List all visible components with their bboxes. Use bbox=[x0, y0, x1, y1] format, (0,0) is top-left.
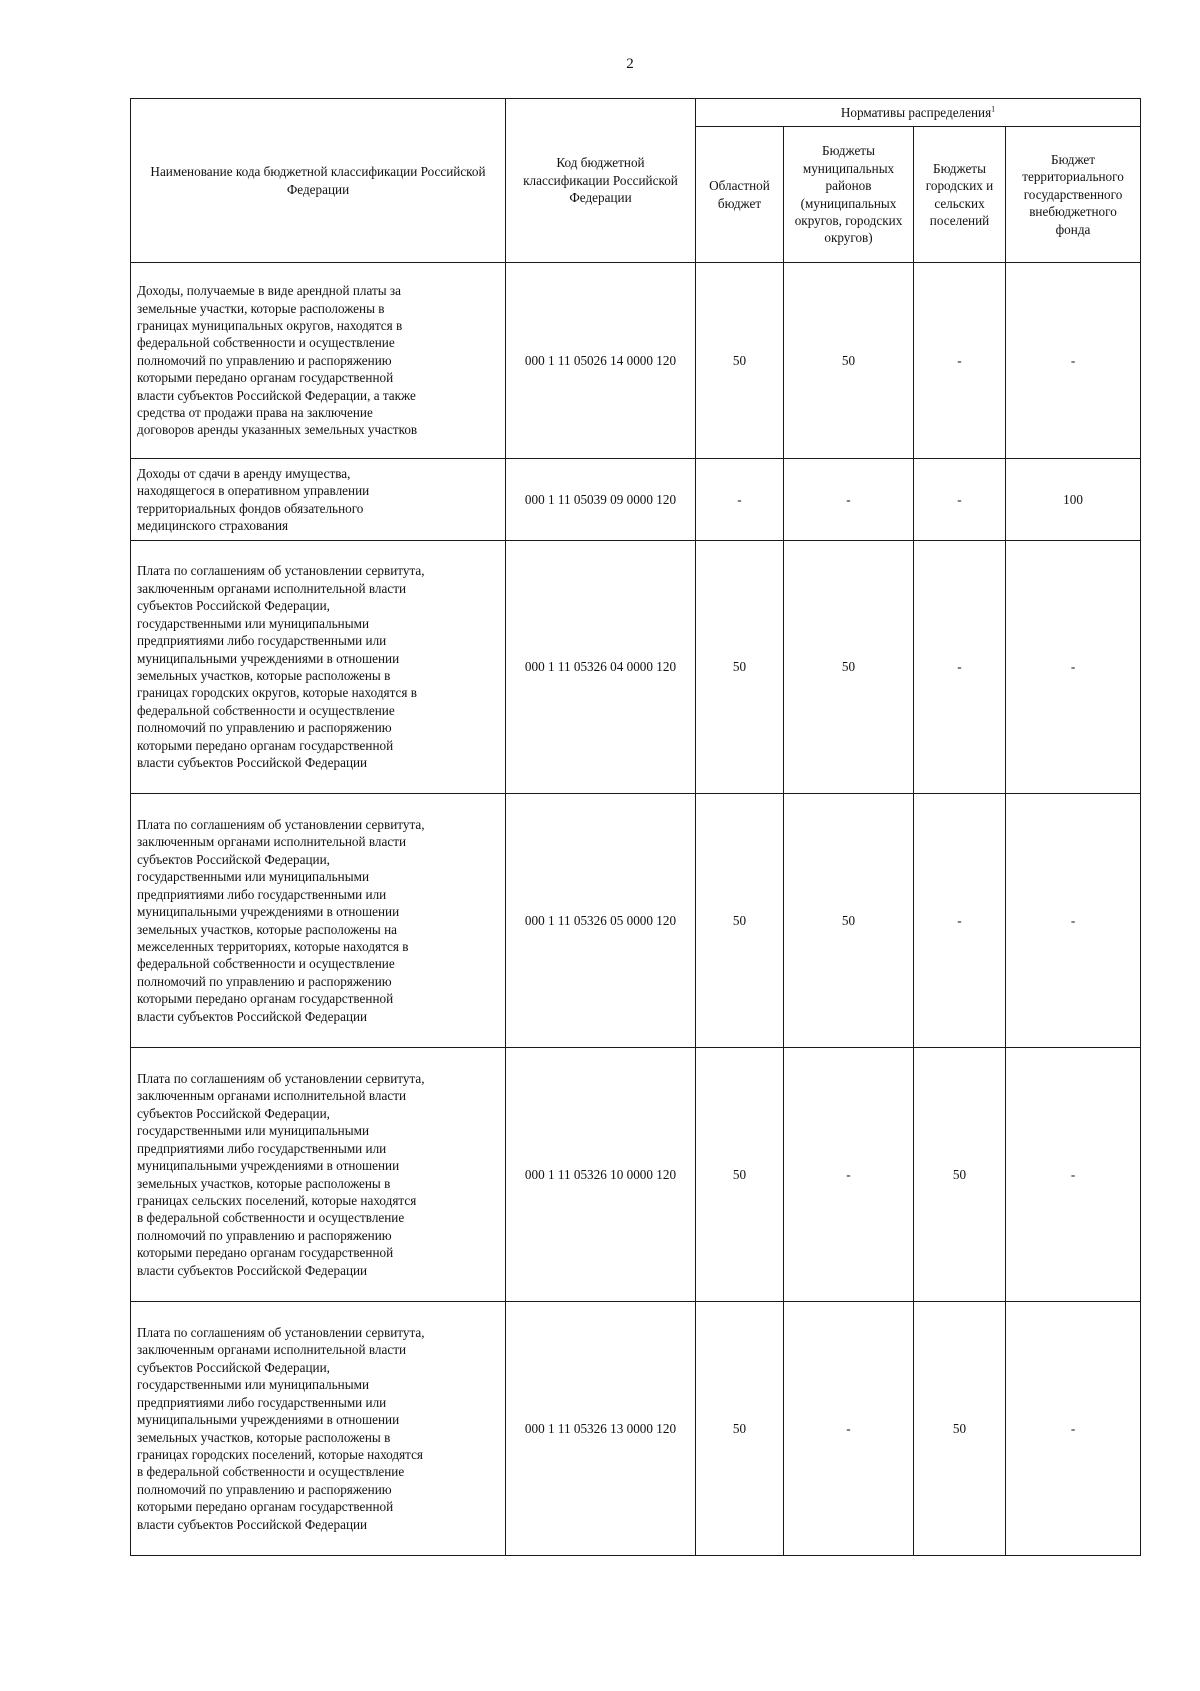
row-code: 000 1 11 05326 10 0000 120 bbox=[506, 1048, 696, 1302]
table-row bbox=[131, 541, 1141, 794]
header-settlement-budgets: Бюджеты городских и сельских поселений bbox=[914, 127, 1006, 263]
row-code: 000 1 11 05326 13 0000 120 bbox=[506, 1302, 696, 1556]
row-municipal-value: 50 bbox=[784, 263, 914, 459]
row-settlement-value: 50 bbox=[914, 1048, 1006, 1302]
row-code: 000 1 11 05326 05 0000 120 bbox=[506, 794, 696, 1048]
row-fund-value: - bbox=[1006, 794, 1141, 1048]
table-row bbox=[131, 794, 1141, 1048]
table-row bbox=[131, 263, 1141, 459]
header-regional-budget: Областной бюджет bbox=[696, 127, 784, 263]
row-fund-value: - bbox=[1006, 541, 1141, 794]
row-settlement-value: - bbox=[914, 263, 1006, 459]
table-row bbox=[131, 459, 1141, 541]
table-row bbox=[131, 1048, 1141, 1302]
row-regional-value: 50 bbox=[696, 1048, 784, 1302]
row-regional-value: - bbox=[696, 459, 784, 541]
row-fund-value: - bbox=[1006, 1302, 1141, 1556]
page-number: 2 bbox=[626, 56, 634, 72]
footnote-marker: 1 bbox=[991, 104, 996, 114]
budget-classification-table bbox=[130, 98, 1141, 1556]
row-name: Доходы от сдачи в аренду имущества, находящегося в оперативном управлении территориальных фондов обязательного медицинского страхования bbox=[131, 459, 506, 541]
row-municipal-value: - bbox=[784, 1048, 914, 1302]
table-row bbox=[131, 1302, 1141, 1556]
row-name: Плата по соглашениям об установлении сервитута, заключенным органами исполнительной власти субъектов Российской Федерации, государственными или муниципальными предприятиями либо государственными или муниципальными учреждениями в отношении земельных участков, которые расположены в границах сельских поселений, которые находятся в федеральной собственности и осуществление полномочий по управлению и распоряжению которыми передано органам государственной власти субъектов Российской Федерации bbox=[131, 1048, 506, 1302]
header-distribution-group bbox=[696, 99, 1141, 127]
row-regional-value: 50 bbox=[696, 1302, 784, 1556]
row-name: Плата по соглашениям об установлении сервитута, заключенным органами исполнительной власти субъектов Российской Федерации, государственными или муниципальными предприятиями либо государственными или муниципальными учреждениями в отношении земельных участков, которые расположены в границах городских округов, которые находятся в федеральной собственности и осуществление полномочий по управлению и распоряжению которыми передано органам государственной власти субъектов Российской Федерации bbox=[131, 541, 506, 794]
header-extrabudgetary-fund: Бюджет территориального государственного внебюджетного фонда bbox=[1006, 127, 1141, 263]
row-fund-value: - bbox=[1006, 263, 1141, 459]
row-code: 000 1 11 05026 14 0000 120 bbox=[506, 263, 696, 459]
row-code: 000 1 11 05326 04 0000 120 bbox=[506, 541, 696, 794]
row-settlement-value: 50 bbox=[914, 1302, 1006, 1556]
row-regional-value: 50 bbox=[696, 541, 784, 794]
row-name: Плата по соглашениям об установлении сервитута, заключенным органами исполнительной власти субъектов Российской Федерации, государственными или муниципальными предприятиями либо государственными или муниципальными учреждениями в отношении земельных участков, которые расположены в границах городских поселений, которые находятся в федеральной собственности и осуществление полномочий по управлению и распоряжению которыми передано органам государственной власти субъектов Российской Федерации bbox=[131, 1302, 506, 1556]
header-code-column: Код бюджетной классификации Российской Федерации bbox=[506, 99, 696, 263]
header-name-column: Наименование кода бюджетной классификации Российской Федерации bbox=[131, 99, 506, 263]
row-municipal-value: 50 bbox=[784, 794, 914, 1048]
row-regional-value: 50 bbox=[696, 794, 784, 1048]
row-name: Доходы, получаемые в виде арендной платы за земельные участки, которые расположены в границах муниципальных округов, находятся в федеральной собственности и осуществление полномочий по управлению и распоряжению которыми передано органам государственной власти субъектов Российской Федерации, а также средства от продажи права на заключение договоров аренды указанных земельных участков bbox=[131, 263, 506, 459]
row-fund-value: 100 bbox=[1006, 459, 1141, 541]
row-settlement-value: - bbox=[914, 459, 1006, 541]
row-code: 000 1 11 05039 09 0000 120 bbox=[506, 459, 696, 541]
row-municipal-value: - bbox=[784, 459, 914, 541]
row-settlement-value: - bbox=[914, 794, 1006, 1048]
row-settlement-value: - bbox=[914, 541, 1006, 794]
header-municipal-district-budgets: Бюджеты муниципальных районов (муниципальных округов, городских округов) bbox=[784, 127, 914, 263]
row-name: Плата по соглашениям об установлении сервитута, заключенным органами исполнительной власти субъектов Российской Федерации, государственными или муниципальными предприятиями либо государственными или муниципальными учреждениями в отношении земельных участков, которые расположены на межселенных территориях, которые находятся в федеральной собственности и осуществление полномочий по управлению и распоряжению которыми передано органам государственной власти субъектов Российской Федерации bbox=[131, 794, 506, 1048]
row-municipal-value: - bbox=[784, 1302, 914, 1556]
row-fund-value: - bbox=[1006, 1048, 1141, 1302]
header-distribution-label: Нормативы распределения bbox=[840, 104, 992, 120]
row-municipal-value: 50 bbox=[784, 541, 914, 794]
row-regional-value: 50 bbox=[696, 263, 784, 459]
